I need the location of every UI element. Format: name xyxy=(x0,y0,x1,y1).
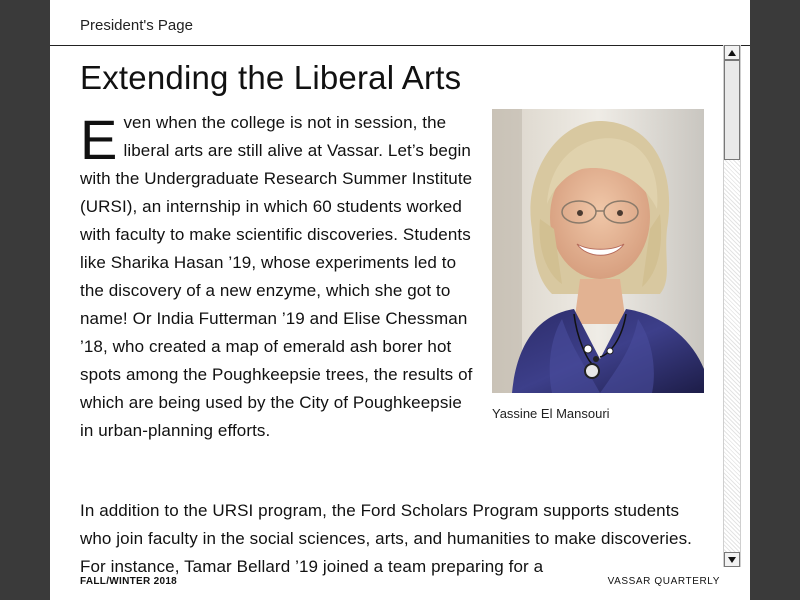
portrait-photo xyxy=(492,109,704,393)
arrow-down-icon xyxy=(728,557,736,563)
scroll-up-button[interactable] xyxy=(724,45,740,60)
photo-caption: Yassine El Mansouri xyxy=(492,406,610,421)
scrollbar-thumb[interactable] xyxy=(724,60,740,160)
footer-issue: FALL/WINTER 2018 xyxy=(80,576,178,587)
paragraph-1-text: ven when the college is not in session, the liberal arts are still alive at Vassar. Let’s begin with the Undergraduate Research Summer Institute (URSI), an internship in which 60 students worked with faculty to make scientific discoveries. Students like Sharika Hasan ’19, whose experiments led to the discovery of a new enzyme, which she got to name! Or India Futterman ’19 and Elise Chessman ’18, who created a map of emerald ash borer hot spots among the Poughkeepsie trees, the results of which are being used by the City of Poughkeepsie in urban-planning efforts. xyxy=(80,113,473,440)
drop-cap: E xyxy=(80,108,118,171)
footer-publication: VASSAR QUARTERLY xyxy=(607,576,720,587)
scroll-down-button[interactable] xyxy=(724,552,740,567)
vertical-scrollbar[interactable] xyxy=(723,45,741,567)
section-header: President's Page xyxy=(80,17,193,34)
article-title: Extending the Liberal Arts xyxy=(80,59,462,96)
arrow-up-icon xyxy=(728,50,736,56)
article-paragraph-1 xyxy=(80,109,474,445)
portrait-illustration xyxy=(492,109,704,393)
document-page xyxy=(50,0,750,600)
article-paragraph-2: In addition to the URSI program, the Ford Scholars Program supports students who join faculty in the social sciences, arts, and humanities to make discoveries. For instance, Tamar Bellard ’19 joined a team preparing for a xyxy=(80,501,692,576)
article-content xyxy=(80,46,692,576)
